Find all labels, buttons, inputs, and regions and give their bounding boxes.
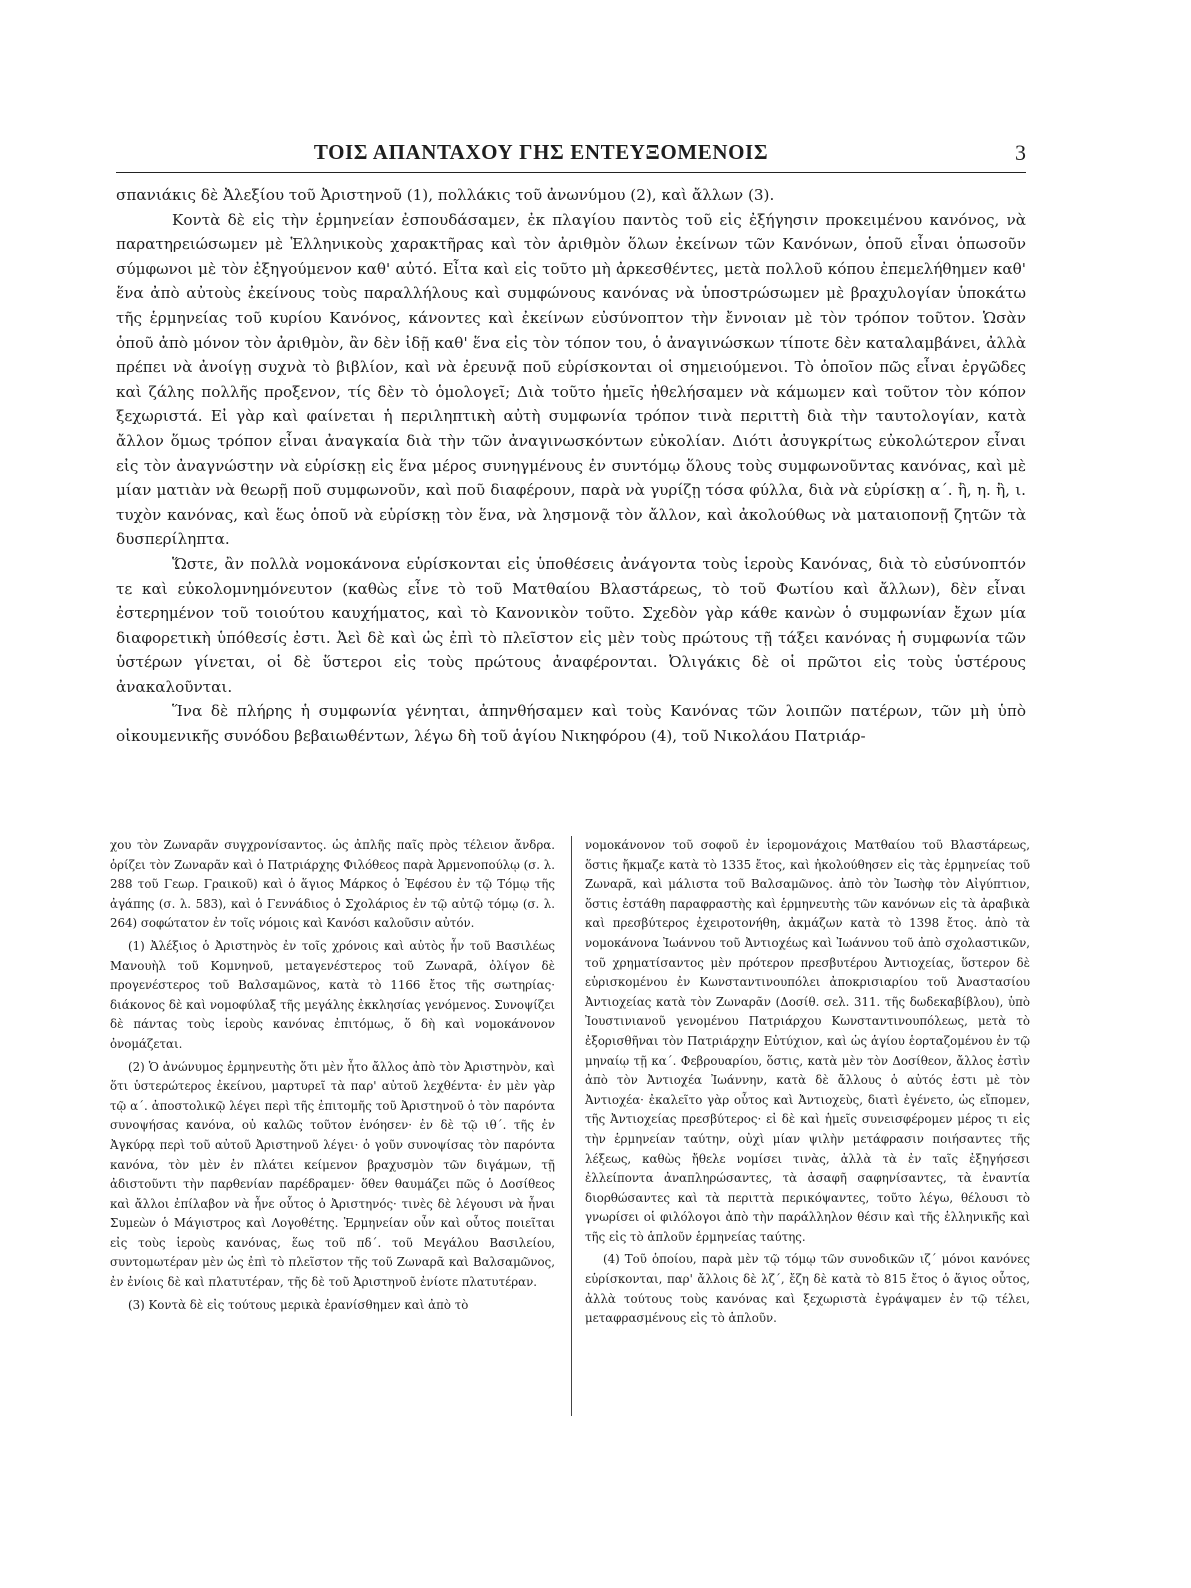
page-header [116, 140, 1026, 180]
footnote-continuation: χου τὸν Ζωναρᾶν συγχρονίσαντος. ὡς ἀπλῆς παῖς πρὸς τέλειον ἄνδρα. ὁρίζει τὸν Ζωναρᾶν καὶ ὁ Πατριάρχης Φιλόθεος παρὰ Ἀρμενοπούλῳ (σ. λ. 288 τοῦ Γεωρ. Γραικοῦ) καὶ ὁ ἅγιος Μάρκος ὁ Ἐφέσου ἐν τῷ Τόμῳ τῆς ἀγάπης (σ. λ. 583), καὶ ὁ Γεννάδιος ὁ Σχολάριος ἐν τῷ αὐτῷ τόμῳ (σ. λ. 264) σοφώτατον ἐν τοῖς νόμοις καὶ Κανόσι καλοῦσιν αὐτόν. [110, 838, 555, 931]
footnote-3: (3) Κοντὰ δὲ εἰς τούτους μερικὰ ἐρανίσθημεν καὶ ἀπὸ τὸ [128, 1297, 469, 1312]
body-paragraph: Ἵνα δὲ πλήρης ἡ συμφωνία γένηται, ἀπηνθήσαμεν καὶ τοὺς Κανόνας τῶν λοιπῶν πατέρων, τῶν μὴ ὑπὸ οἰκουμενικῆς συνόδου βεβαιωθέντων, λέγω δὴ τοῦ ἁγίου Νικηφόρου (4), τοῦ Νικολάου Πατριάρ- [116, 702, 1026, 746]
footnotes-left-column [110, 836, 555, 1318]
footnote-3-continuation: νομοκάνονον τοῦ σοφοῦ ἐν ἱερομονάχοις Ματθαίου τοῦ Βλαστάρεως, ὅστις ἤκμαζε κατὰ τὸ 1335 ἔτος, καὶ ἠκολούθησεν εἰς τὰς ἑρμηνείας τοῦ Ζωναρᾶ, καὶ μάλιστα τοῦ Βαλσαμῶνος. ἀπὸ τὸν Ἰωσὴφ τὸν Αἰγύπτιον, ὅστις ἐστάθη παραφραστὴς καὶ ἑρμηνευτὴς τῶν κανόνων εἰς τὰ ἀραβικὰ καὶ πρεσβύτερος ἐχειροτονήθη, ἀκμάζων κατὰ τὸ 1398 ἔτος. ἀπὸ τὰ νομοκάνονα Ἰωάννου τοῦ Ἀντιοχέως καὶ Ἰωάννου τοῦ ἀπὸ σχολαστικῶν, τοῦ χρηματίσαντος μὲν πρότερον πρεσβυτέρου Ἀντιοχείας, ὕστερον δὲ εὑρισκομένου ἐν Κωνσταντινουπόλει ἀποκρισιαρίου τοῦ Ἀναστασίου Ἀντιοχείας κατὰ τὸν Ζωναρᾶν (Δοσίθ. σελ. 311. τῆς δωδεκαβίβλου), ὑπὸ Ἰουστινιανοῦ γενομένου Πατριάρχου Κωνσταντινουπόλεως, μετὰ τὸ ἐξορισθῆναι τὸν Πατριάρχην Εὐτύχιον, καὶ ὡς ἁγίου ἑορταζομένου ἐν τῷ μηναίῳ τῇ κα΄. Φεβρουαρίου, ὅστις, κατὰ μὲν τὸν Δοσίθεον, ἄλλος ἐστὶν ἀπὸ τὸν Ἀντιοχέα Ἰωάννην, κατὰ δὲ ἄλλους ὁ αὐτός ἐστι μὲ τὸν Ἀντιοχέα· ἐκαλεῖτο γὰρ οὗτος καὶ Ἀντιοχεὺς, διατὶ ἐγένετο, ὡς εἴπομεν, τῆς Ἀντιοχείας πρεσβύτερος· εἰ δὲ καὶ ἡμεῖς συνεισφέρομεν μέρος τι εἰς τὴν ἑρμηνείαν ταύτην, οὐχὶ μίαν ψιλὴν μετάφρασιν ποιήσαντες τῆς λέξεως, καθὼς ἤθελε νομίσει τινὰς, ἀλλὰ τὰ ἐν ταῖς ἐξηγήσεσι ἐλλείποντα ἀναπληρώσαντες, τὰ ἀσαφῆ σαφηνίσαντες, τὰ ἐναντία διορθώσαντες καὶ τὰ περιττὰ περικόψαντες, τοῦτο λέγω, θέλουσι τὸ γνωρίσει οἱ φιλόλογοι ἀπὸ τὴν παράλληλον θέσιν καὶ τῆς ἑλληνικῆς καὶ τῆς εἰς τὸ ἁπλοῦν ἑρμηνείας ταύτης. [585, 838, 1030, 1244]
header-rule [116, 172, 1026, 173]
footnotes-area [110, 836, 1030, 1416]
footnotes-right-column [585, 836, 1030, 1332]
body-paragraph: Κοντὰ δὲ εἰς τὴν ἑρμηνείαν ἐσπουδάσαμεν, ἐκ πλαγίου παντὸς τοῦ εἰς ἐξήγησιν προκειμένου κανόνος, νὰ παρατηρειώσωμεν μὲ Ἑλληνικοὺς χαρακτῆρας καὶ τὸν ἀριθμὸν ὅλων ἐκείνων τῶν Κανόνων, ὁποῦ εἶναι ὁπωσοῦν σύμφωνοι μὲ τὸν ἐξηγούμενον καθ' αὐτό. Εἶτα καὶ εἰς τοῦτο μὴ ἀρκεσθέντες, μετὰ πολλοῦ κόπου ἐπεμελήθημεν καθ' ἕνα ἀπὸ αὐτοὺς ἐκείνους τοὺς παραλλήλους καὶ συμφώνους κανόνας νὰ ὑποστρώσωμεν μὲ βραχυλογίαν ὑποκάτω τῆς ἑρμηνείας τοῦ κυρίου Κανόνος, κάνοντες καὶ ἐκείνων εὐσύνοπτον τὴν ἔννοιαν μὲ τὸν τρόπον τοῦτον. Ὡσὰν ὁποῦ ἀπὸ μόνον τὸν ἀριθμὸν, ἂν δὲν ἰδῇ καθ' ἕνα εἰς τὸν τόπον του, ὁ ἀναγινώσκων τίποτε δὲν καταλαμβάνει, ἀλλὰ πρέπει νὰ ἀνοίγῃ συχνὰ τὸ βιβλίον, καὶ νὰ ἐρευνᾷ ποῦ εὑρίσκονται οἱ σημειούμενοι. Τὸ ὁποῖον πῶς εἶναι ἐργῶδες καὶ ζάλης πολλῆς προξενον, τίς δὲν τὸ ὁμολογεῖ; Διὰ τοῦτο ἡμεῖς ἠθελήσαμεν νὰ κάμωμεν καὶ τοῦτον τὸν κόπον ξεχωριστά. Εἰ γὰρ καὶ φαίνεται ἡ περιληπτικὴ αὐτὴ συμφωνία τρόπον τινὰ περιττὴ διὰ τὴν ταυτολογίαν, κατὰ ἄλλον ὅμως τρόπον εἶναι ἀναγκαία διὰ τὴν τῶν ἀναγινωσκόντων εὐκολίαν. Διότι ἀσυγκρίτως εὐκολώτερον εἶναι εἰς τὸν ἀναγνώστην νὰ εὑρίσκῃ εἰς ἕνα μέρος συνηγμένους ἐν συντόμῳ ὅλους τοὺς συμφωνοῦντας κανόνας, καὶ μὲ μίαν ματιὰν νὰ θεωρῇ ποῦ συμφωνοῦν, καὶ ποῦ διαφέρουν, παρὰ νὰ γυρίζῃ τόσα φύλλα, διὰ νὰ εὑρίσκῃ α΄. ἢ, η. ἢ, ι. τυχὸν κανόνας, καὶ ἕως ὁποῦ νὰ εὑρίσκῃ τὸν ἕνα, νὰ λησμονᾷ τὸν ἄλλον, καὶ ἀκολούθως νὰ ματαιοπονῇ ζητῶν τὰ δυσπερίληπτα. [116, 210, 1026, 549]
body-paragraph: σπανιάκις δὲ Ἀλεξίου τοῦ Ἀριστηνοῦ (1), πολλάκις τοῦ ἀνωνύμου (2), καὶ ἄλλων (3). [116, 186, 775, 204]
footnote-1: (1) Ἀλέξιος ὁ Ἀριστηνὸς ἐν τοῖς χρόνοις καὶ αὐτὸς ἦν τοῦ Βασιλέως Μανουὴλ τοῦ Κομνηνοῦ, μεταγενέστερος τοῦ Ζωναρᾶ, ὀλίγον δὲ προγενέστερος τοῦ Βαλσαμῶνος, κατὰ τὸ 1166 ἔτος τῆς σωτηρίας· διάκονος δὲ καὶ νομοφύλαξ τῆς μεγάλης ἐκκλησίας γενόμενος. Συνοψίζει δὲ πάντας τοὺς ἱεροὺς κανόνας ἐπιτόμως, ὅ δὴ καὶ νομοκάνονον ὀνομάζεται. [110, 938, 555, 1051]
footnote-2: (2) Ὁ ἀνώνυμος ἑρμηνευτὴς ὅτι μὲν ἦτο ἄλλος ἀπὸ τὸν Ἀριστηνὸν, καὶ ὅτι ὑστερώτερος ἐκείνου, μαρτυρεῖ τὰ παρ' αὐτοῦ λεχθέντα· ἐν μὲν γὰρ τῷ α΄. ἀποστολικῷ λέγει περὶ τῆς ἐπιτομῆς τοῦ Ἀριστηνοῦ ὁ τὸν παρόντα συνοψήσας κανόνα, οὐ καλῶς τοῦτον ἐνόησεν· ἐν δὲ τῷ ιθ΄. τῆς ἐν Ἀγκύρᾳ περὶ τοῦ αὐτοῦ Ἀριστηνοῦ λέγει· ὁ γοῦν συνοψίσας τὸν παρόντα κανόνα, τὸν μὲν ἐν πλάτει κείμενον βραχυσμὸν τῶν διγάμων, τῇ ἀδιστοῦντι τὴν παρθενίαν παρέδραμεν· ὅθεν θαυμάζει πῶς ὁ Δοσίθεος καὶ ἄλλοι ἐπίλαβον νὰ ἦνε οὗτος ὁ Ἀριστηνός· τινὲς δὲ λέγουσι νὰ ἦναι Συμεὼν ὁ Μάγιστρος καὶ Λογοθέτης. Ἑρμηνείαν οὖν καὶ οὗτος ποιεῖται εἰς τοὺς ἱεροὺς κανόνας, ἕως τοῦ πδ΄. τοῦ Μεγάλου Βασιλείου, συντομωτέραν μὲν ὡς ἐπὶ τὸ πλεῖστον τῆς τοῦ Ζωναρᾶ καὶ Βαλσαμῶνος, ἐν ἐνίοις δὲ καὶ πλατυτέραν, τῆς δὲ τοῦ Ἀριστηνοῦ ἐνίοτε πλατυτέραν. [110, 1059, 555, 1290]
page-number: 3 [1015, 140, 1026, 165]
running-title: ΤΟΙΣ ΑΠΑΝΤΑΧΟΥ ΓΗΣ ΕΝΤΕΥΞΟΜΕΝΟΙΣ [313, 140, 769, 164]
body-paragraph: Ὥστε, ἂν πολλὰ νομοκάνονα εὑρίσκονται εἰς ὑποθέσεις ἀνάγοντα τοὺς ἱεροὺς Κανόνας, διὰ τὸ εὐσύνοπτόν τε καὶ εὐκολομνημόνευτον (καθὼς εἶνε τὸ τοῦ Ματθαίου Βλαστάρεως, τὸ τοῦ Φωτίου καὶ ἄλλων), δὲν εἶναι ἐστερημένον τοῦ τοιούτου καυχήματος, καὶ τὸ Κανονικὸν τοῦτο. Σχεδὸν γὰρ κάθε κανὼν ὁ συμφωνίαν ἔχων μία διαφορετικὴ ὑπόθεσίς ἐστι. Ἀεὶ δὲ καὶ ὡς ἐπὶ τὸ πλεῖστον εἰς μὲν τοὺς πρώτους τῇ τάξει κανόνας ἡ συμφωνία τῶν ὑστέρων γίνεται, οἱ δὲ ὕστεροι εἰς τοὺς πρώτους ἀναφέρονται. Ὀλιγάκις δὲ οἱ πρῶτοι εἰς τοὺς ὑστέρους ἀνακαλοῦνται. [116, 554, 1026, 696]
main-body-text [116, 183, 1026, 749]
footnote-4: (4) Τοῦ ὁποίου, παρὰ μὲν τῷ τόμῳ τῶν συνοδικῶν ιζ΄ μόνοι κανόνες εὑρίσκονται, παρ' ἄλλοις δὲ λζ΄, ἔζη δὲ κατὰ τὸ 815 ἔτος ὁ ἅγιος οὗτος, ἀλλὰ τούτους τοὺς κανόνας καὶ ξεχωριστὰ ἐγράψαμεν ἐν τῷ τέλει, μεταφρασμένους εἰς τὸ ἁπλοῦν. [585, 1252, 1030, 1326]
column-separator [571, 836, 572, 1416]
